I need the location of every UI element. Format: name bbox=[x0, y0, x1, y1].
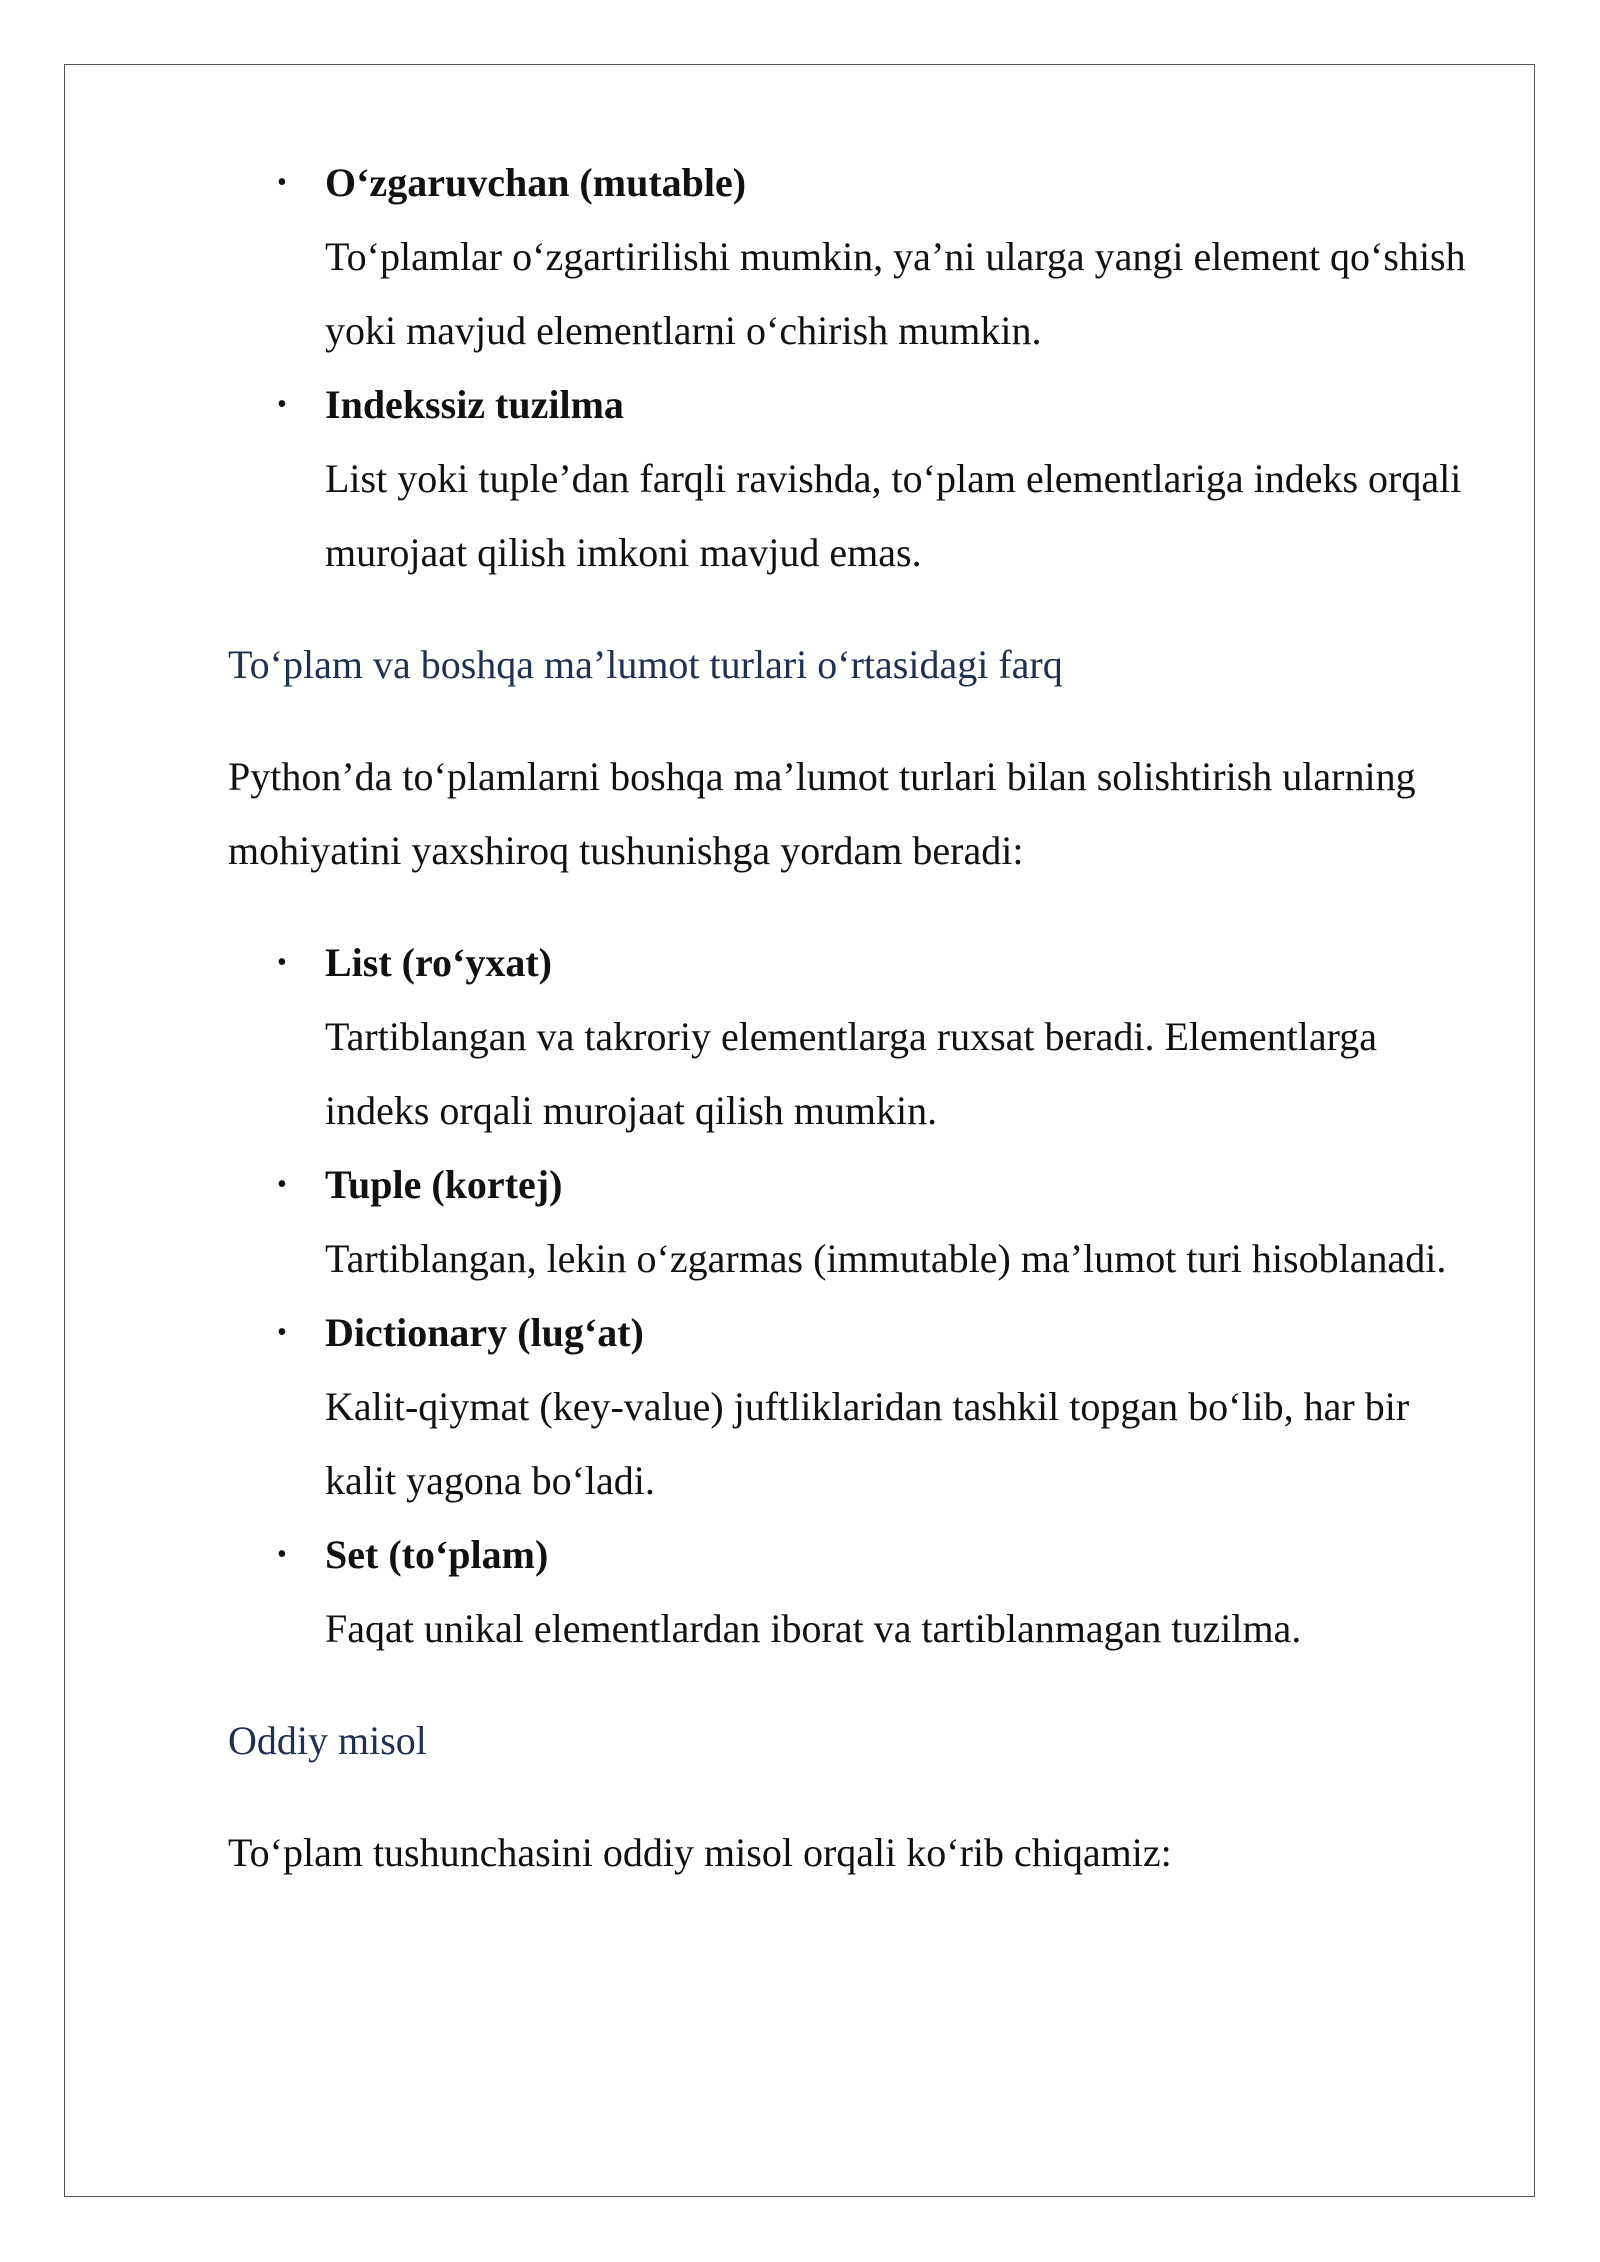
paragraph: Python’da to‘plamlarni boshqa ma’lumot turlari bilan solishtirish ularning mohiyatini yaxshiroq tushunishga yordam beradi: bbox=[228, 754, 1416, 873]
list-item-title: List (ro‘yxat) bbox=[325, 940, 552, 985]
list-item bbox=[228, 926, 1468, 1148]
list-item bbox=[228, 146, 1468, 368]
types-list bbox=[228, 926, 1468, 1666]
list-item bbox=[228, 368, 1468, 590]
list-item-description: Tartiblangan va takroriy elementlarga ruxsat beradi. Elementlarga indeks orqali murojaat qilish mumkin. bbox=[325, 1014, 1377, 1133]
list-item-title: Dictionary (lug‘at) bbox=[325, 1310, 644, 1355]
bullet-icon: • bbox=[277, 1539, 287, 1570]
list-item bbox=[228, 1296, 1468, 1518]
paragraph: To‘plam tushunchasini oddiy misol orqali ko‘rib chiqamiz: bbox=[228, 1830, 1172, 1875]
document-body bbox=[228, 146, 1468, 1890]
list-item-description: To‘plamlar o‘zgartirilishi mumkin, ya’ni ularga yangi element qo‘shish yoki mavjud elementlarni o‘chirish mumkin. bbox=[325, 234, 1466, 353]
list-item-title: Indekssiz tuzilma bbox=[325, 382, 624, 427]
bullet-icon: • bbox=[277, 1317, 287, 1348]
list-item-description: Kalit-qiymat (key-value) juftliklaridan tashkil topgan bo‘lib, har bir kalit yagona bo‘ladi. bbox=[325, 1384, 1410, 1503]
list-item bbox=[228, 1518, 1468, 1666]
bullet-icon: • bbox=[277, 947, 287, 978]
list-item-title: Set (to‘plam) bbox=[325, 1532, 549, 1577]
list-item-description: Faqat unikal elementlardan iborat va tartiblanmagan tuzilma. bbox=[325, 1606, 1302, 1651]
bullet-icon: • bbox=[277, 389, 287, 420]
list-item-title: O‘zgaruvchan (mutable) bbox=[325, 160, 747, 205]
section-heading: Oddiy misol bbox=[228, 1718, 427, 1763]
list-item bbox=[228, 1148, 1468, 1296]
list-item-description: Tartiblangan, lekin o‘zgarmas (immutable) ma’lumot turi hisoblanadi. bbox=[325, 1236, 1447, 1281]
properties-list bbox=[228, 146, 1468, 590]
bullet-icon: • bbox=[277, 1169, 287, 1200]
list-item-title: Tuple (kortej) bbox=[325, 1162, 563, 1207]
list-item-description: List yoki tuple’dan farqli ravishda, to‘plam elementlariga indeks orqali murojaat qilish imkoni mavjud emas. bbox=[325, 456, 1462, 575]
section-heading: To‘plam va boshqa ma’lumot turlari o‘rtasidagi farq bbox=[228, 642, 1063, 687]
bullet-icon: • bbox=[277, 167, 287, 198]
